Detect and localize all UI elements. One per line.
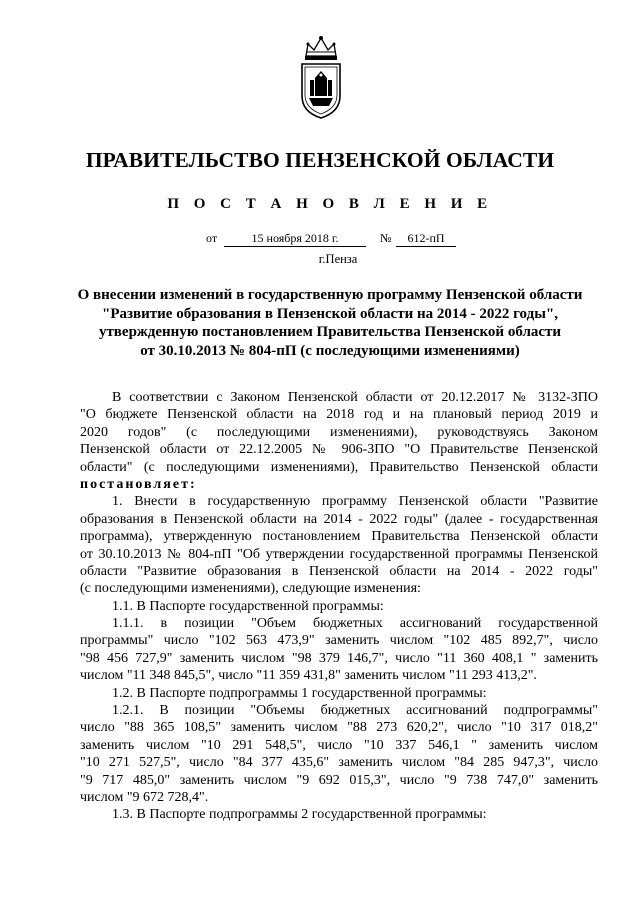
body-line: 1. Внести в государственную программу Пензенской области "Развитие <box>112 494 598 510</box>
document-date: 15 ноября 2018 г. <box>224 231 366 247</box>
city: г.Пенза <box>318 252 358 266</box>
body-line: число "88 365 108,5" заменить числом "88 273 620,2", число "10 317 018,2" <box>80 720 598 736</box>
body-line: "10 271 527,5", число "84 377 435,6" заменить числом "84 285 947,3", число <box>80 755 598 771</box>
subject-line: "Развитие образования в Пензенской области на 2014 - 2022 годы", <box>102 305 558 322</box>
body-line: программа), утвержденную постановлением Правительства Пензенской области <box>80 529 598 545</box>
document-number: 612-пП <box>396 231 456 247</box>
body-line: постановляет: <box>80 476 197 492</box>
body-line: (с последующими изменениями), следующие изменения: <box>80 581 421 597</box>
body-line: образования в Пензенской области на 2014 - 2022 годы" (далее - государственная <box>80 511 598 527</box>
body-line: 1.2. В Паспорте подпрограммы 1 государственной программы: <box>112 685 487 701</box>
body-line: В соответствии с Законом Пензенской области от 20.12.2017 № 3132-ЗПО <box>112 390 598 405</box>
body-line: области" (с последующими изменениями), Правительство Пензенской области <box>80 459 598 475</box>
body-line: области "Развитие образования в Пензенской области на 2014 - 2022 годы" <box>80 563 598 579</box>
body-line: Пензенской области от 22.12.2005 № 906-ЗПО "О Правительстве Пензенской <box>80 442 598 458</box>
coat-of-arms-emblem <box>296 34 346 120</box>
document-type: П О С Т А Н О В Л Е Н И Е <box>167 196 493 212</box>
document-body <box>80 389 598 824</box>
subject-line: О внесении изменений в государственную программу Пензенской области <box>77 287 583 303</box>
subject-line: утвержденную постановлением Правительства Пензенской области <box>98 324 562 340</box>
body-line: 1.3. В Паспорте подпрограммы 2 государственной программы: <box>112 807 487 823</box>
number-sign: № <box>380 231 392 245</box>
body-line: 1.2.1. В позиции "Объемы бюджетных ассигнований подпрограммы" <box>112 703 598 719</box>
government-name: ПРАВИТЕЛЬСТВО ПЕНЗЕНСКОЙ ОБЛАСТИ <box>85 148 555 172</box>
body-line: 2020 годов" (с последующими изменениями), руководствуясь Законом <box>80 424 598 440</box>
body-line: числом "9 672 728,4". <box>80 789 209 805</box>
body-line: "9 717 485,0" заменить числом "9 692 015,3", число "9 738 747,0" заменить <box>80 772 598 788</box>
body-line: от 30.10.2013 № 804-пП "Об утверждении государственной программы Пензенской <box>80 546 598 562</box>
date-prefix: от <box>206 231 218 245</box>
document-subject <box>60 286 600 360</box>
body-line: программы" число "102 563 473,9" заменить числом "102 485 892,7", число <box>80 633 598 649</box>
body-line: числом "11 348 845,5", число "11 359 431,8" заменить числом "11 293 413,2". <box>80 668 537 684</box>
body-line: заменить числом "10 291 548,5", число "10 337 546,1 " заменить числом <box>80 737 598 753</box>
body-line: "О бюджете Пензенской области на 2018 год и на плановый период 2019 и <box>80 407 598 423</box>
date-number-line <box>206 229 466 249</box>
subject-line: от 30.10.2013 № 804-пП (с последующими изменениями) <box>140 342 520 359</box>
body-line: "98 456 727,9" заменить числом "98 379 146,7", число "11 360 408,1 " заменить <box>80 650 598 666</box>
body-line: 1.1.1. в позиции "Объем бюджетных ассигнований государственной <box>112 616 598 632</box>
body-line: 1.1. В Паспорте государственной программы: <box>112 598 384 614</box>
